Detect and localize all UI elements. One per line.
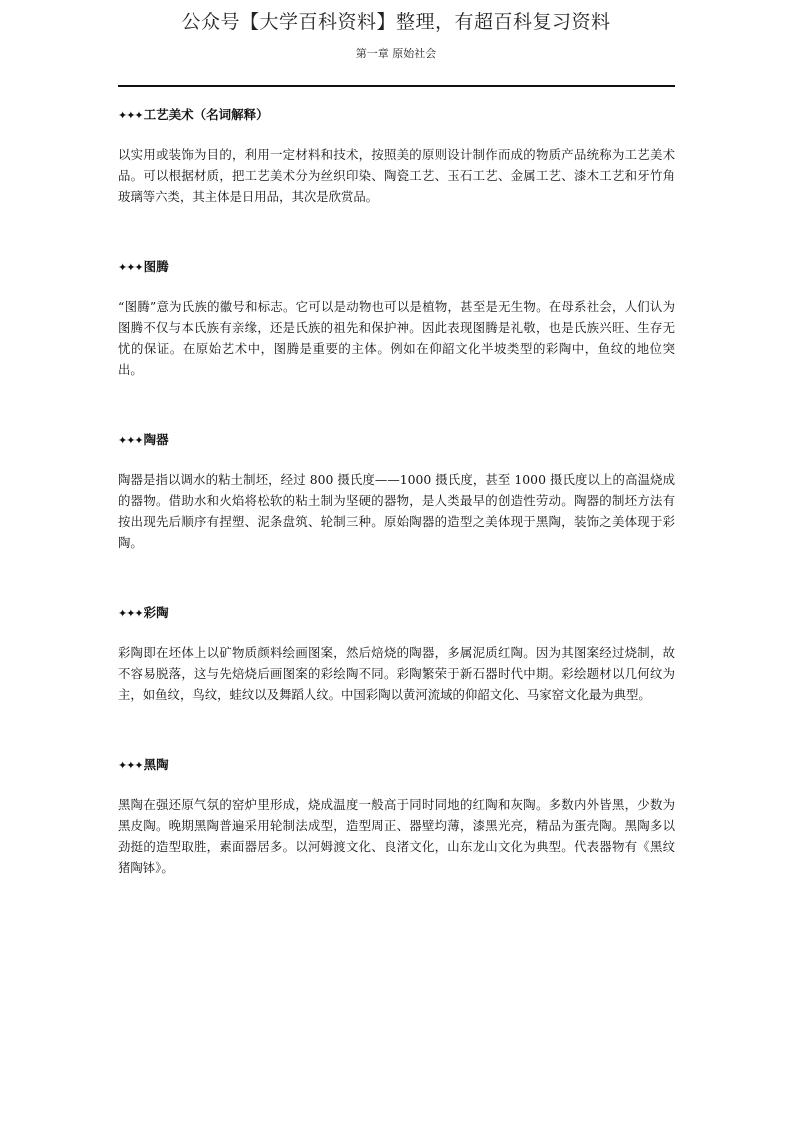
section-heading (118, 430, 675, 451)
document-body (118, 105, 675, 928)
section-heading-text: 图腾 (143, 259, 169, 274)
section-heading-text: 陶器 (143, 432, 169, 447)
section-black-pottery (118, 755, 675, 878)
section-paragraph: 以实用或装饰为目的，利用一定材料和技术，按照美的原则设计制作而成的物质产品统称为工艺美术品。可以根据材质，把工艺美术分为丝织印染、陶瓷工艺、玉石工艺、金属工艺、漆木工艺和牙竹角玻璃等六类，其主体是日用品，其次是欣赏品。 (118, 147, 675, 204)
diamond-marker-icon: ✦✦✦ (118, 434, 143, 447)
section-paragraph: 黑陶在强还原气氛的窑炉里形成，烧成温度一般高于同时同地的红陶和灰陶。多数内外皆黑，少数为黑皮陶。晚期黑陶普遍采用轮制法成型，造型周正、器壁均薄，漆黑光亮，精品为蛋壳陶。黑陶多以劲挺的造型取胜，素面器居多。以河姆渡文化、良渚文化，山东龙山文化为典型。代表器物有《黑纹猪陶钵》。 (118, 797, 675, 875)
section-heading-text: 黑陶 (143, 757, 169, 772)
diamond-marker-icon: ✦✦✦ (118, 607, 143, 620)
section-heading-text: 工艺美术（名词解释） (143, 107, 269, 122)
section-heading (118, 603, 675, 624)
diamond-marker-icon: ✦✦✦ (118, 759, 143, 772)
section-paragraph: “图腾”意为氏族的徽号和标志。它可以是动物也可以是植物，甚至是无生物。在母系社会，人们认为图腾不仅与本氏族有亲缘，还是氏族的祖先和保护神。因此表现图腾是礼敬，也是氏族兴旺、生存无忧的保证。在原始艺术中，图腾是重要的主体。例如在仰韶文化半坡类型的彩陶中，鱼纹的地位突出。 (118, 299, 675, 377)
section-paragraph: 彩陶即在坯体上以矿物质颜料绘画图案，然后焙烧的陶器，多属泥质红陶。因为其图案经过烧制，故不容易脱落，这与先焙烧后画图案的彩绘陶不同。彩陶繁荣于新石器时代中期。彩绘题材以几何纹为主，如鱼纹，鸟纹，蛙纹以及舞蹈人纹。中国彩陶以黄河流域的仰韶文化、马家窑文化最为典型。 (118, 645, 675, 702)
section-painted-pottery (118, 603, 675, 705)
diamond-marker-icon: ✦✦✦ (118, 109, 143, 122)
section-craft-art (118, 105, 675, 207)
section-totem (118, 257, 675, 380)
site-title: 公众号【大学百科资料】整理，有超百科复习资料 (181, 11, 611, 33)
section-paragraph: 陶器是指以调水的粘土制坯，经过 800 摄氏度——1000 摄氏度，甚至 1000 摄氏度以上的高温烧成的器物。借助水和火焰将松软的粘土制为坚硬的器物，是人类最早的创造性劳动。陶器的制坯方法有按出现先后顺序有捏塑、泥条盘筑、轮制三种。原始陶器的造型之美体现于黑陶，装饰之美体现于彩陶。 (118, 472, 675, 550)
page-header (0, 0, 792, 62)
section-heading (118, 755, 675, 776)
section-heading (118, 105, 675, 126)
section-heading-text: 彩陶 (143, 605, 169, 620)
chapter-title: 第一章 原始社会 (355, 47, 437, 60)
section-pottery (118, 430, 675, 553)
diamond-marker-icon: ✦✦✦ (118, 261, 143, 274)
header-divider (118, 85, 675, 87)
section-heading (118, 257, 675, 278)
